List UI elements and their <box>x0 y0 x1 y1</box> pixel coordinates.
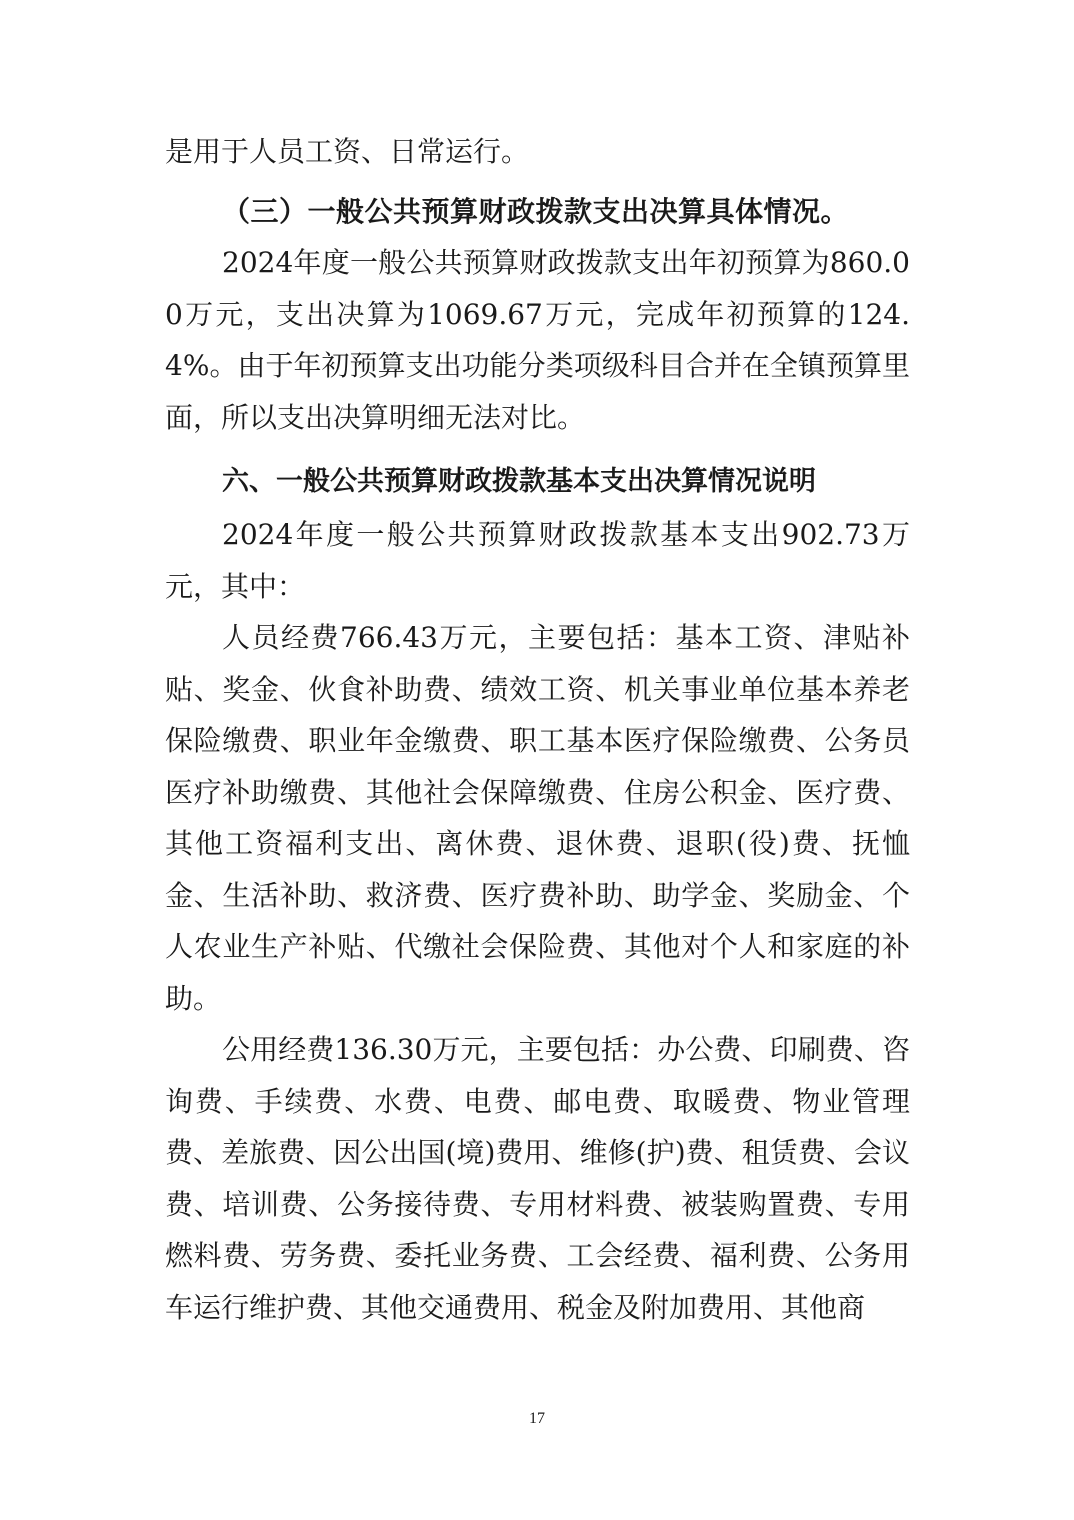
section-heading-6: 六、一般公共预算财政拨款基本支出决算情况说明 <box>222 466 816 497</box>
paragraph-continuation: 是用于人员工资、日常运行。 <box>165 135 530 168</box>
document-body <box>165 126 910 1333</box>
paragraph-basic-expenditure: 2024年度一般公共预算财政拨款基本支出902.73万元，其中： <box>165 518 910 603</box>
paragraph-public-expenses: 公用经费136.30万元，主要包括：办公费、印刷费、咨询费、手续费、水费、电费、邮电费、取暖费、物业管理费、差旅费、因公出国(境)费用、维修(护)费、租赁费、会议费、培训费、公务接待费、专用材料费、被装购置费、专用燃料费、劳务费、委托业务费、工会经费、福利费、公务用车运行维护费、其他交通费用、税金及附加费用、其他商 <box>165 1033 910 1324</box>
page-number: 17 <box>529 1410 545 1427</box>
paragraph-personnel-expenses: 人员经费766.43万元，主要包括：基本工资、津贴补贴、奖金、伙食补助费、绩效工资、机关事业单位基本养老保险缴费、职业年金缴费、职工基本医疗保险缴费、公务员医疗补助缴费、其他社会保障缴费、住房公积金、医疗费、其他工资福利支出、离休费、退休费、退职(役)费、抚恤金、生活补助、救济费、医疗费补助、助学金、奖励金、个人农业生产补贴、代缴社会保险费、其他对个人和家庭的补助。 <box>165 621 910 1015</box>
subsection-heading-3: （三）一般公共预算财政拨款支出决算具体情况。 <box>222 194 850 228</box>
paragraph-expenditure-budget: 2024年度一般公共预算财政拨款支出年初预算为860.00万元，支出决算为1069.67万元，完成年初预算的124.4%。由于年初预算支出功能分类项级科目合并在全镇预算里面，所以支出决算明细无法对比。 <box>165 246 910 434</box>
